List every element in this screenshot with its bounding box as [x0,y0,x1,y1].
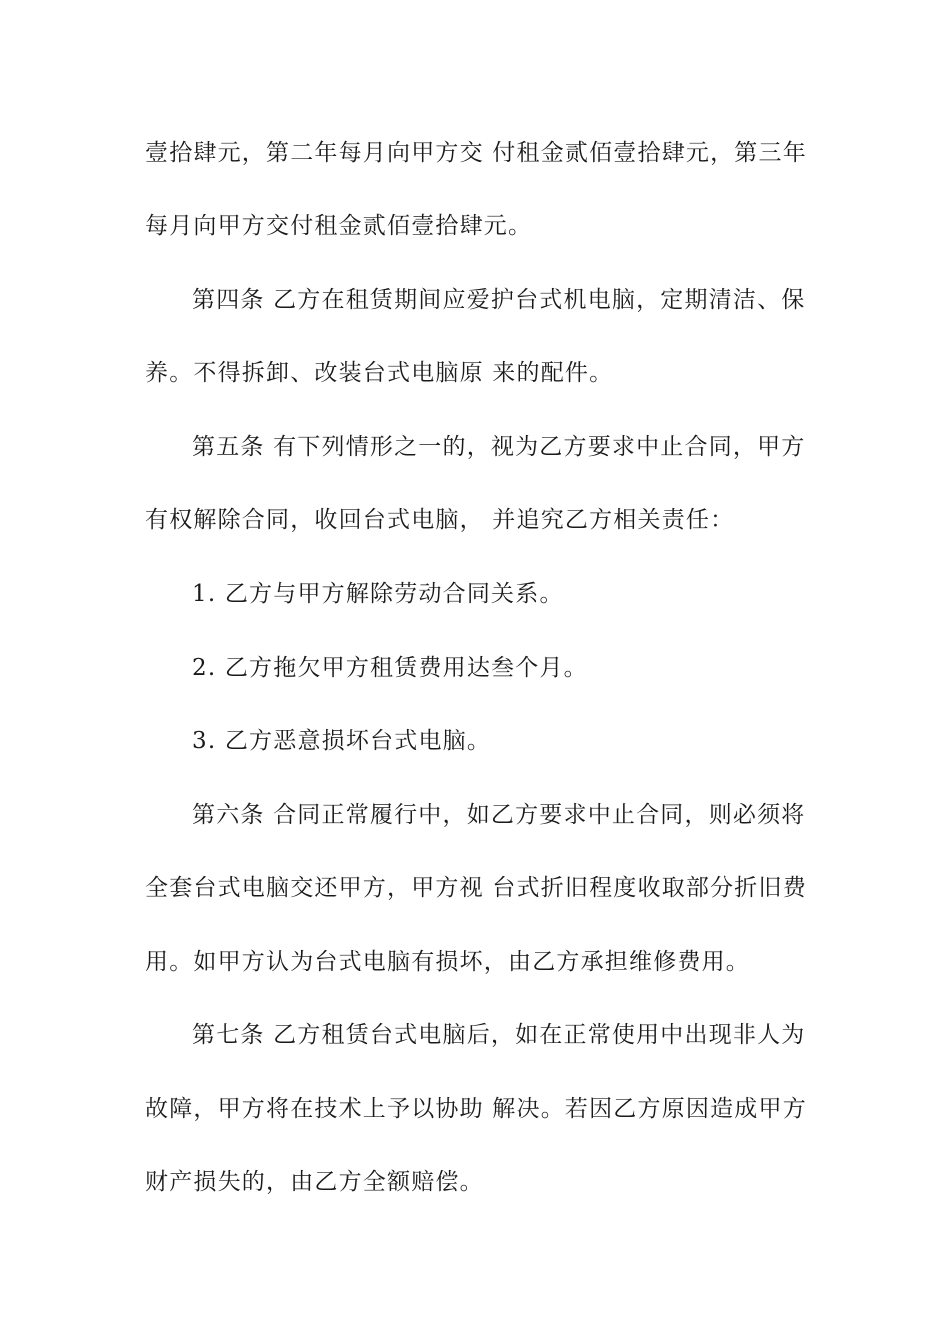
text-line: 壹拾肆元，第二年每月向甲方交 付租金贰佰壹拾肆元，第三年 [145,140,807,166]
text-line: 用。如甲方认为台式电脑有损坏，由乙方承担维修费用。 [145,949,750,975]
article-5-heading-line: 第五条 有下列情形之一的，视为乙方要求中止合同，甲方 [192,434,806,460]
text-line: 每月向甲方交付租金贰佰壹拾肆元。 [145,213,533,239]
article-4-heading-line: 第四条 乙方在租赁期间应爱护台式机电脑，定期清洁、保 [192,287,806,313]
article-7-heading-line: 第七条 乙方租赁台式电脑后，如在正常使用中出现非人为 [192,1022,806,1048]
text-line: 养。不得拆卸、改装台式电脑原 来的配件。 [145,360,614,386]
text-line: 有权解除合同，收回台式电脑， 并追究乙方相关责任： [145,507,735,533]
list-item-3: 3. 乙方恶意损坏台式电脑。 [192,728,492,754]
text-line: 故障，甲方将在技术上予以协助 解决。若因乙方原因造成甲方 [145,1096,807,1122]
list-item-2: 2. 乙方拖欠甲方租赁费用达叁个月。 [192,655,588,681]
text-line: 全套台式电脑交还甲方，甲方视 台式折旧程度收取部分折旧费 [145,875,807,901]
list-item-1: 1. 乙方与甲方解除劳动合同关系。 [192,581,564,607]
article-6-heading-line: 第六条 合同正常履行中，如乙方要求中止合同，则必须将 [192,802,806,828]
text-line: 财产损失的，由乙方全额赔偿。 [145,1169,484,1195]
